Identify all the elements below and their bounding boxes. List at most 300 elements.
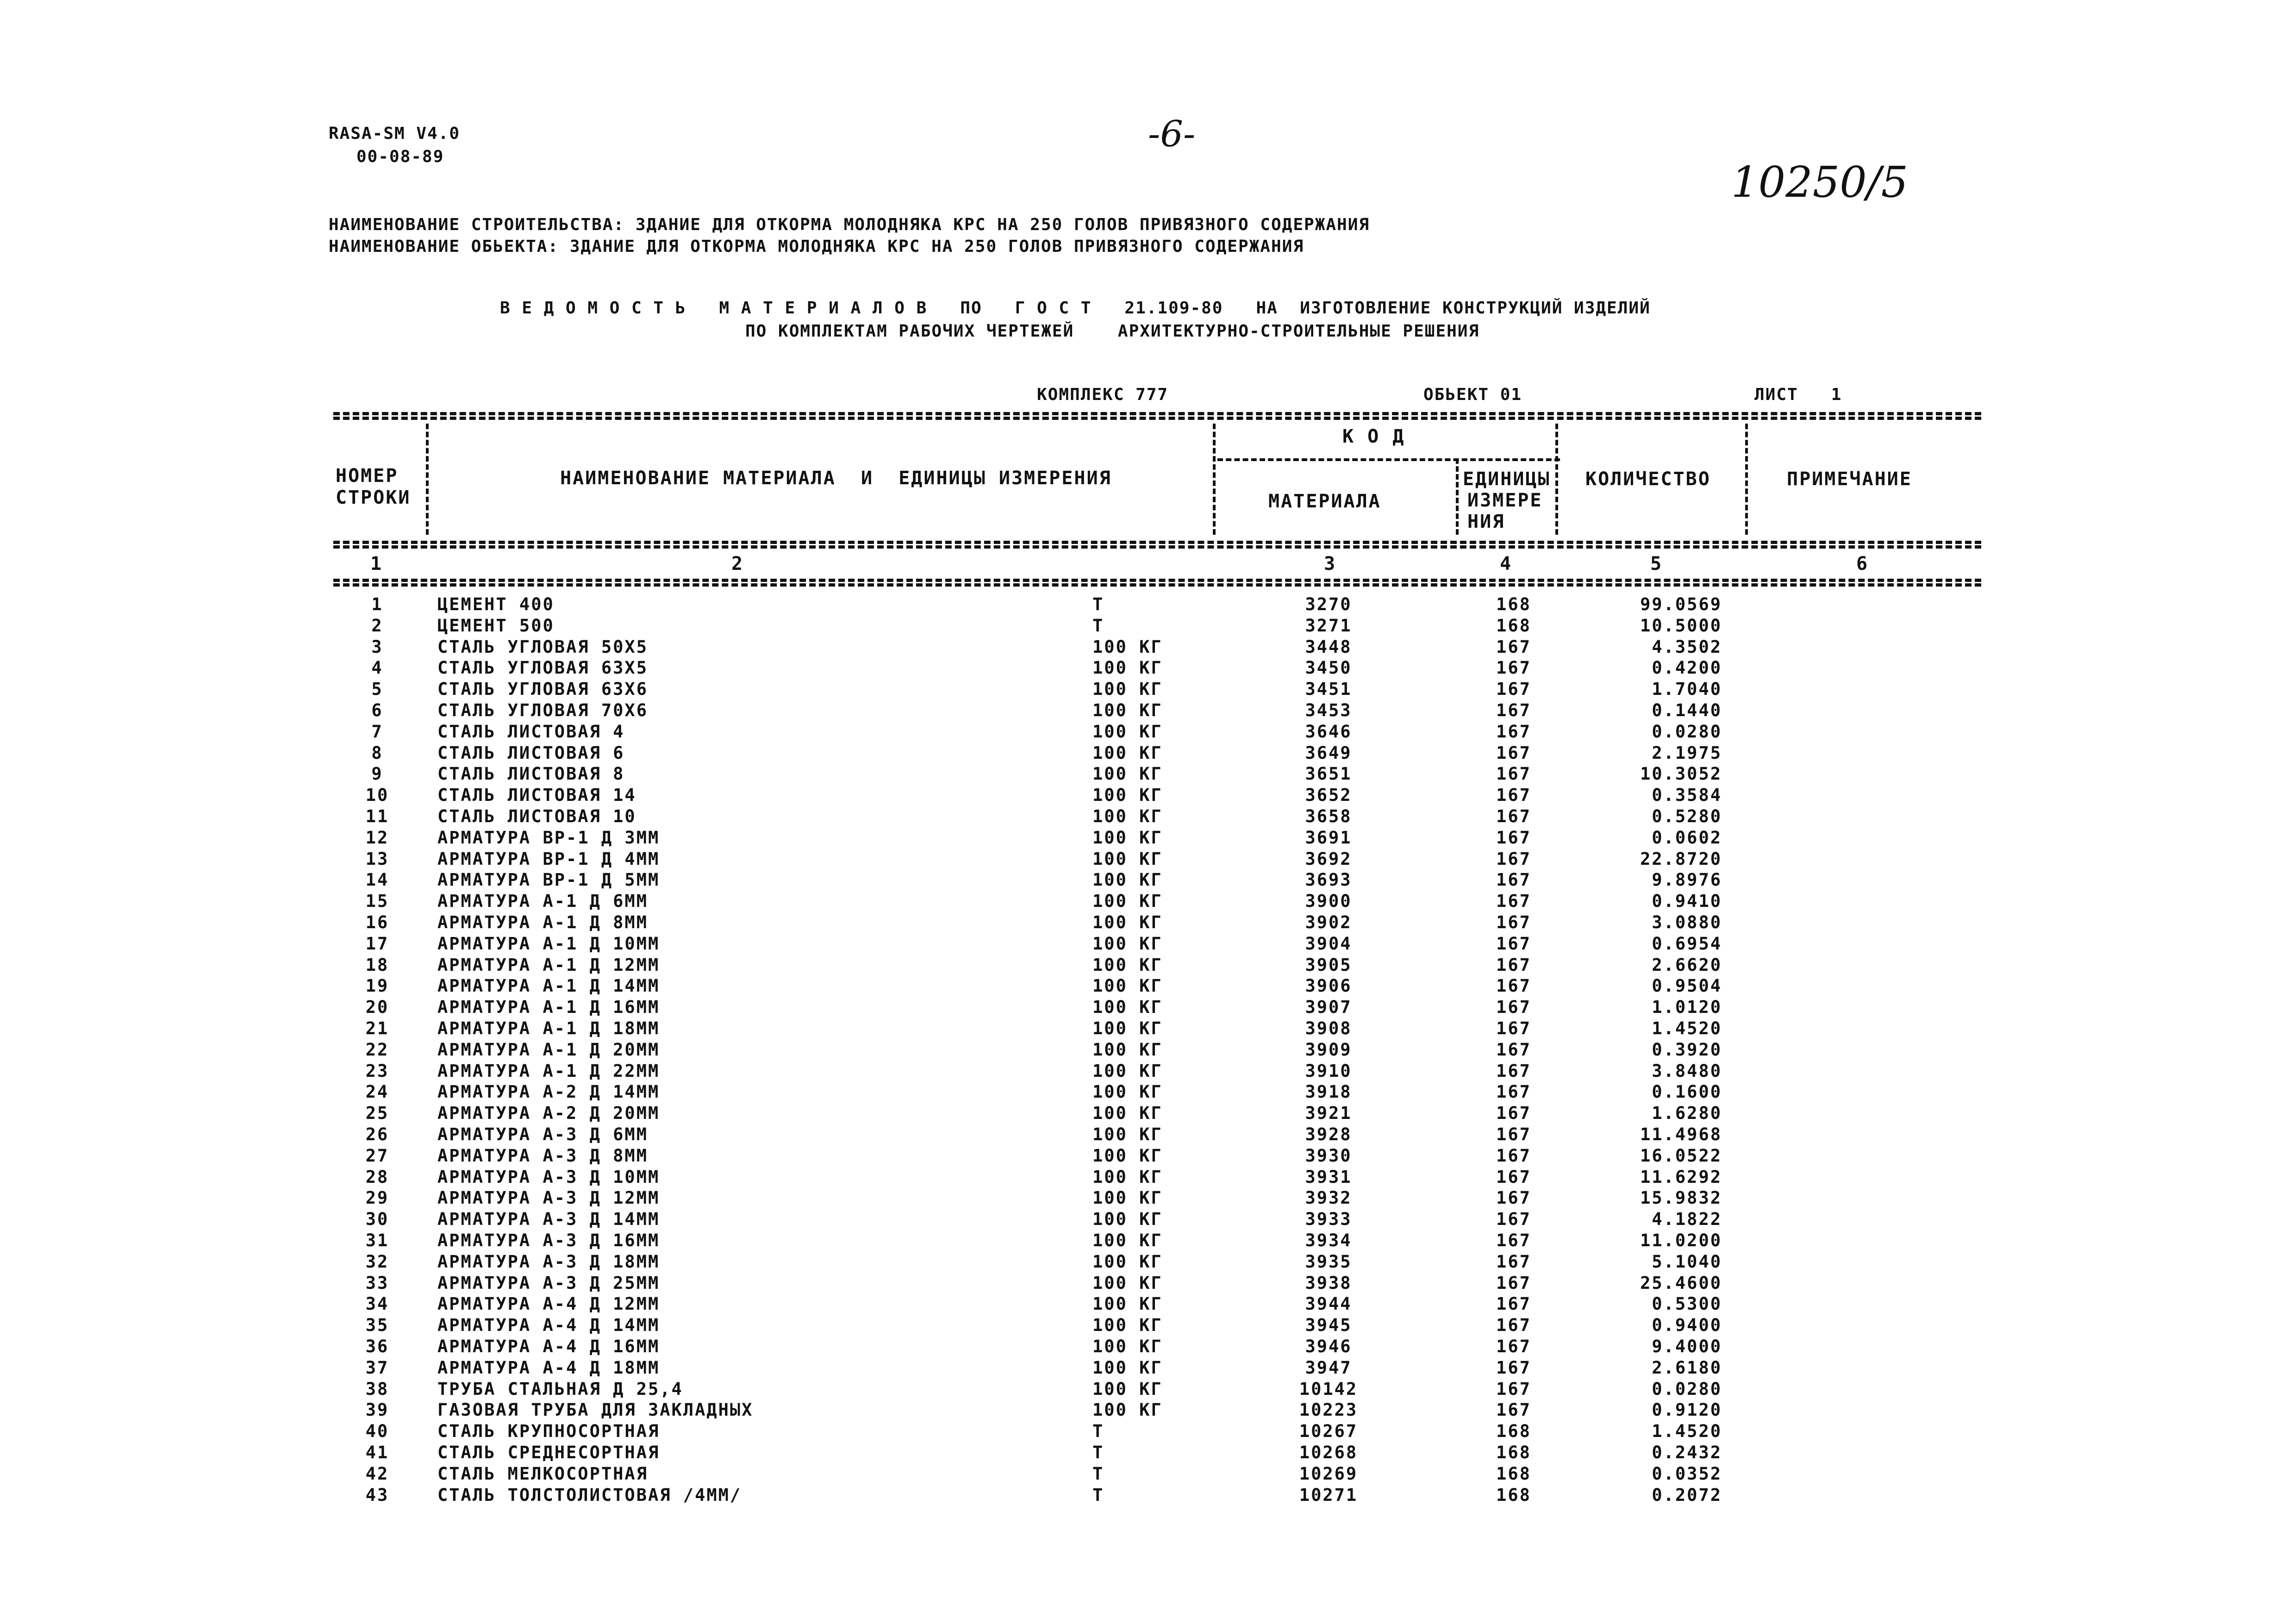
unit-code-cell: 167	[1496, 912, 1531, 932]
material-code-cell: 10271	[1299, 1485, 1358, 1505]
table-row	[0, 1463, 2296, 1485]
table-row	[0, 1081, 2296, 1103]
material-code-cell: 3453	[1305, 700, 1352, 720]
header-bottom-rule-2	[333, 545, 1981, 549]
material-code-cell: 3691	[1305, 828, 1352, 848]
material-name-cell: СТАЛЬ КРУПНОСОРТНАЯ	[437, 1421, 660, 1441]
object-line	[329, 237, 1304, 256]
quantity-cell: 2.6180	[1652, 1358, 1722, 1378]
table-row	[0, 1273, 2296, 1294]
header-note: ПРИМЕЧАНИЕ	[1787, 468, 1912, 490]
unit-code-cell: 168	[1496, 1464, 1531, 1484]
unit-cell: 100 КГ	[1092, 764, 1163, 784]
material-name-cell: СТАЛЬ ЛИСТОВАЯ 14	[437, 785, 636, 805]
material-name-cell: АРМАТУРА ВР-1 Д 3ММ	[437, 828, 660, 848]
unit-code-cell: 167	[1496, 1358, 1531, 1378]
unit-cell: Т	[1092, 1443, 1104, 1462]
material-code-cell: 3907	[1305, 997, 1352, 1017]
col-index-2: 2	[731, 553, 744, 575]
table-row	[0, 615, 2296, 637]
material-name-cell: ЦЕМЕНТ 400	[437, 594, 555, 614]
quantity-cell: 0.9504	[1652, 976, 1722, 996]
quantity-cell: 9.4000	[1652, 1337, 1722, 1356]
unit-code-cell: 168	[1496, 594, 1531, 614]
document-number: 10250/5	[1731, 157, 1909, 207]
material-code-cell: 3944	[1305, 1294, 1352, 1314]
quantity-cell: 10.5000	[1640, 616, 1722, 636]
unit-cell: 100 КГ	[1092, 1358, 1163, 1378]
row-number-cell: 25	[365, 1103, 389, 1123]
quantity-cell: 0.2432	[1652, 1443, 1722, 1462]
col-sep-5	[1745, 424, 1748, 535]
quantity-cell: 0.2072	[1652, 1485, 1722, 1505]
table-row	[0, 657, 2296, 679]
unit-code-cell: 167	[1496, 1379, 1531, 1399]
quantity-cell: 0.1440	[1652, 700, 1722, 720]
unit-code-cell: 168	[1496, 1421, 1531, 1441]
quantity-cell: 11.0200	[1640, 1230, 1722, 1250]
material-name-cell: АРМАТУРА А-1 Д 6ММ	[437, 891, 648, 911]
quantity-cell: 10.3052	[1640, 764, 1722, 784]
material-name-cell: ГАЗОВАЯ ТРУБА ДЛЯ ЗАКЛАДНЫХ	[437, 1400, 754, 1420]
material-name-cell: АРМАТУРА А-1 Д 16ММ	[437, 997, 660, 1017]
col-sep-2	[1213, 424, 1216, 535]
material-code-cell: 3902	[1305, 912, 1352, 932]
material-name-cell: СТАЛЬ УГЛОВАЯ 63Х6	[437, 679, 648, 699]
material-name-cell: СТАЛЬ УГЛОВАЯ 50Х5	[437, 637, 648, 657]
material-name-cell: АРМАТУРА А-1 Д 22ММ	[437, 1061, 660, 1081]
quantity-cell: 3.8480	[1652, 1061, 1722, 1081]
row-number-cell: 18	[365, 955, 389, 975]
row-number-cell: 1	[371, 594, 383, 614]
header-material-name: НАИМЕНОВАНИЕ МАТЕРИАЛА И ЕДИНИЦЫ ИЗМЕРЕНИЯ	[560, 468, 1112, 489]
table-top-rule-2	[333, 417, 1981, 420]
material-code-cell: 3931	[1305, 1167, 1352, 1187]
sheet-number: ЛИСТ 1	[1754, 385, 1842, 404]
material-code-cell: 3652	[1305, 785, 1352, 805]
table-row	[0, 721, 2296, 743]
material-name-cell: АРМАТУРА А-3 Д 12ММ	[437, 1188, 660, 1208]
material-code-cell: 3270	[1305, 594, 1352, 614]
unit-cell: 100 КГ	[1092, 1124, 1163, 1144]
material-code-cell: 3945	[1305, 1315, 1352, 1335]
quantity-cell: 1.4520	[1652, 1018, 1722, 1038]
unit-code-cell: 167	[1496, 1209, 1531, 1229]
complex-label: КОМПЛЕКС 777	[1037, 385, 1169, 404]
col-index-6: 6	[1856, 553, 1869, 575]
unit-cell: 100 КГ	[1092, 891, 1163, 911]
row-number-cell: 8	[371, 743, 383, 763]
material-name-cell: АРМАТУРА А-4 Д 16ММ	[437, 1337, 660, 1356]
construction-value: ЗДАНИЕ ДЛЯ ОТКОРМА МОЛОДНЯКА КРС НА 250 ГОЛОВ ПРИВЯЗНОГО СОДЕРЖАНИЯ	[635, 215, 1370, 234]
table-row	[0, 912, 2296, 933]
quantity-cell: 16.0522	[1640, 1146, 1722, 1166]
material-code-cell: 10142	[1299, 1379, 1358, 1399]
row-number-cell: 9	[371, 764, 383, 784]
table-row	[0, 594, 2296, 615]
quantity-cell: 4.1822	[1652, 1209, 1722, 1229]
index-row-rule-2	[333, 583, 1981, 587]
row-number-cell: 22	[365, 1040, 389, 1060]
material-code-cell: 3904	[1305, 934, 1352, 954]
row-number-cell: 11	[365, 806, 389, 826]
material-name-cell: СТАЛЬ СРЕДНЕСОРТНАЯ	[437, 1443, 660, 1462]
construction-line	[329, 215, 1370, 234]
material-code-cell: 3918	[1305, 1082, 1352, 1102]
unit-cell: 100 КГ	[1092, 1230, 1163, 1250]
table-top-rule	[333, 412, 1981, 415]
unit-cell: 100 КГ	[1092, 976, 1163, 996]
material-code-cell: 3906	[1305, 976, 1352, 996]
material-name-cell: АРМАТУРА А-1 Д 14ММ	[437, 976, 660, 996]
unit-code-cell: 167	[1496, 849, 1531, 869]
quantity-cell: 0.3920	[1652, 1040, 1722, 1060]
unit-code-cell: 167	[1496, 679, 1531, 699]
unit-cell: 100 КГ	[1092, 785, 1163, 805]
unit-code-cell: 167	[1496, 891, 1531, 911]
unit-cell: 100 КГ	[1092, 934, 1163, 954]
quantity-cell: 1.0120	[1652, 997, 1722, 1017]
material-code-cell: 3909	[1305, 1040, 1352, 1060]
unit-code-cell: 167	[1496, 1273, 1531, 1293]
table-row	[0, 806, 2296, 827]
unit-code-cell: 167	[1496, 700, 1531, 720]
header-row-number-1: НОМЕР	[336, 465, 399, 487]
header-unit-1: ЕДИНИЦЫ	[1463, 468, 1551, 490]
material-name-cell: АРМАТУРА ВР-1 Д 5ММ	[437, 870, 660, 890]
table-row	[0, 1442, 2296, 1463]
unit-cell: 100 КГ	[1092, 1252, 1163, 1272]
quantity-cell: 9.8976	[1652, 870, 1722, 890]
quantity-cell: 0.9120	[1652, 1400, 1722, 1420]
row-number-cell: 24	[365, 1082, 389, 1102]
table-row	[0, 1357, 2296, 1379]
unit-code-cell: 167	[1496, 1400, 1531, 1420]
unit-code-cell: 168	[1496, 616, 1531, 636]
quantity-cell: 0.0602	[1652, 828, 1722, 848]
material-name-cell: АРМАТУРА А-4 Д 18ММ	[437, 1358, 660, 1378]
row-number-cell: 7	[371, 722, 383, 742]
row-number-cell: 17	[365, 934, 389, 954]
unit-cell: 100 КГ	[1092, 1018, 1163, 1038]
quantity-cell: 2.1975	[1652, 743, 1722, 763]
unit-code-cell: 167	[1496, 1124, 1531, 1144]
material-name-cell: АРМАТУРА А-1 Д 18ММ	[437, 1018, 660, 1038]
row-number-cell: 19	[365, 976, 389, 996]
material-name-cell: СТАЛЬ ЛИСТОВАЯ 4	[437, 722, 625, 742]
material-name-cell: СТАЛЬ УГЛОВАЯ 63Х5	[437, 658, 648, 678]
quantity-cell: 1.6280	[1652, 1103, 1722, 1123]
col-sep-4	[1555, 424, 1558, 535]
row-number-cell: 32	[365, 1252, 389, 1272]
row-number-cell: 14	[365, 870, 389, 890]
material-code-cell: 3271	[1305, 616, 1352, 636]
quantity-cell: 15.9832	[1640, 1188, 1722, 1208]
quantity-cell: 99.0569	[1640, 594, 1722, 614]
table-row	[0, 1061, 2296, 1082]
table-row	[0, 1167, 2296, 1188]
material-name-cell: АРМАТУРА А-1 Д 8ММ	[437, 912, 648, 932]
table-row	[0, 1103, 2296, 1124]
material-code-cell: 3905	[1305, 955, 1352, 975]
material-code-cell: 3451	[1305, 679, 1352, 699]
table-row	[0, 743, 2296, 764]
quantity-cell: 4.3502	[1652, 637, 1722, 657]
table-row	[0, 1187, 2296, 1209]
unit-cell: 100 КГ	[1092, 1209, 1163, 1229]
unit-cell: 100 КГ	[1092, 1103, 1163, 1123]
row-number-cell: 29	[365, 1188, 389, 1208]
unit-code-cell: 167	[1496, 955, 1531, 975]
print-date: 00-08-89	[356, 147, 444, 166]
unit-code-cell: 167	[1496, 806, 1531, 826]
material-code-cell: 10268	[1299, 1443, 1358, 1462]
statement-subtitle: ПО КОМПЛЕКТАМ РАБОЧИХ ЧЕРТЕЖЕЙ АРХИТЕКТУРНО-СТРОИТЕЛЬНЫЕ РЕШЕНИЯ	[745, 322, 1480, 341]
construction-label: НАИМЕНОВАНИЕ СТРОИТЕЛЬСТВА:	[329, 215, 625, 234]
row-number-cell: 26	[365, 1124, 389, 1144]
unit-code-cell: 167	[1496, 764, 1531, 784]
row-number-cell: 31	[365, 1230, 389, 1250]
unit-code-cell: 167	[1496, 1061, 1531, 1081]
unit-code-cell: 167	[1496, 828, 1531, 848]
material-name-cell: СТАЛЬ ТОЛСТОЛИСТОВАЯ /4ММ/	[437, 1485, 742, 1505]
statement-title: В Е Д О М О С Т Ь М А Т Е Р И А Л О В ПО Г О С Т 21.109-80 НА ИЗГОТОВЛЕНИЕ КОНСТРУКЦИЙ ИЗДЕЛИЙ	[500, 299, 1651, 318]
unit-code-cell: 168	[1496, 1485, 1531, 1505]
quantity-cell: 1.4520	[1652, 1421, 1722, 1441]
row-number-cell: 6	[371, 700, 383, 720]
material-name-cell: АРМАТУРА А-4 Д 12ММ	[437, 1294, 660, 1314]
unit-cell: 100 КГ	[1092, 1315, 1163, 1335]
material-code-cell: 3693	[1305, 870, 1352, 890]
row-number-cell: 13	[365, 849, 389, 869]
row-number-cell: 27	[365, 1146, 389, 1166]
row-number-cell: 20	[365, 997, 389, 1017]
table-row	[0, 679, 2296, 700]
unit-cell: 100 КГ	[1092, 1167, 1163, 1187]
material-name-cell: АРМАТУРА А-3 Д 25ММ	[437, 1273, 660, 1293]
material-name-cell: АРМАТУРА А-1 Д 20ММ	[437, 1040, 660, 1060]
quantity-cell: 0.0280	[1652, 1379, 1722, 1399]
quantity-cell: 0.0352	[1652, 1464, 1722, 1484]
table-row	[0, 1399, 2296, 1421]
table-row	[0, 827, 2296, 849]
material-code-cell: 3946	[1305, 1337, 1352, 1356]
unit-cell: 100 КГ	[1092, 1040, 1163, 1060]
row-number-cell: 33	[365, 1273, 389, 1293]
row-number-cell: 40	[365, 1421, 389, 1441]
quantity-cell: 0.5280	[1652, 806, 1722, 826]
material-code-cell: 3908	[1305, 1018, 1352, 1038]
material-code-cell: 3930	[1305, 1146, 1352, 1166]
quantity-cell: 3.0880	[1652, 912, 1722, 932]
unit-cell: 100 КГ	[1092, 679, 1163, 699]
col-index-3: 3	[1324, 553, 1337, 575]
unit-cell: 100 КГ	[1092, 1146, 1163, 1166]
row-number-cell: 42	[365, 1464, 389, 1484]
material-name-cell: АРМАТУРА А-1 Д 12ММ	[437, 955, 660, 975]
material-name-cell: АРМАТУРА А-2 Д 20ММ	[437, 1103, 660, 1123]
table-row	[0, 1124, 2296, 1145]
unit-cell: 100 КГ	[1092, 1400, 1163, 1420]
col-index-5: 5	[1650, 553, 1663, 575]
material-code-cell: 10223	[1299, 1400, 1358, 1420]
row-number-cell: 28	[365, 1167, 389, 1187]
unit-code-cell: 167	[1496, 1294, 1531, 1314]
unit-code-cell: 167	[1496, 1188, 1531, 1208]
unit-code-cell: 167	[1496, 658, 1531, 678]
unit-cell: 100 КГ	[1092, 1082, 1163, 1102]
row-number-cell: 4	[371, 658, 383, 678]
material-name-cell: СТАЛЬ ЛИСТОВАЯ 8	[437, 764, 625, 784]
unit-cell: 100 КГ	[1092, 1294, 1163, 1314]
unit-code-cell: 167	[1496, 1230, 1531, 1250]
object-number: ОБЬЕКТ 01	[1423, 385, 1522, 404]
unit-cell: 100 КГ	[1092, 828, 1163, 848]
unit-cell: Т	[1092, 1485, 1104, 1505]
material-name-cell: АРМАТУРА А-3 Д 10ММ	[437, 1167, 660, 1187]
material-code-cell: 3450	[1305, 658, 1352, 678]
material-code-cell: 3649	[1305, 743, 1352, 763]
table-row	[0, 933, 2296, 955]
code-subheader-rule	[1217, 458, 1560, 461]
col-index-1: 1	[370, 553, 383, 575]
material-name-cell: АРМАТУРА ВР-1 Д 4ММ	[437, 849, 660, 869]
material-code-cell: 3921	[1305, 1103, 1352, 1123]
unit-code-cell: 167	[1496, 1252, 1531, 1272]
material-code-cell: 3900	[1305, 891, 1352, 911]
index-row-rule	[333, 579, 1981, 582]
unit-cell: 100 КГ	[1092, 743, 1163, 763]
page-number: -6-	[1148, 113, 1196, 155]
unit-cell: 100 КГ	[1092, 870, 1163, 890]
unit-cell: Т	[1092, 1464, 1104, 1484]
row-number-cell: 15	[365, 891, 389, 911]
row-number-cell: 30	[365, 1209, 389, 1229]
table-row	[0, 1230, 2296, 1251]
row-number-cell: 34	[365, 1294, 389, 1314]
col-index-4: 4	[1500, 553, 1513, 575]
material-code-cell: 3935	[1305, 1252, 1352, 1272]
material-name-cell: АРМАТУРА А-3 Д 6ММ	[437, 1124, 648, 1144]
quantity-cell: 0.4200	[1652, 658, 1722, 678]
unit-code-cell: 167	[1496, 870, 1531, 890]
quantity-cell: 11.6292	[1640, 1167, 1722, 1187]
material-name-cell: АРМАТУРА А-3 Д 16ММ	[437, 1230, 660, 1250]
table-row	[0, 1251, 2296, 1273]
unit-cell: 100 КГ	[1092, 912, 1163, 932]
col-sep-1	[426, 424, 429, 535]
material-code-cell: 3934	[1305, 1230, 1352, 1250]
material-code-cell: 3910	[1305, 1061, 1352, 1081]
table-row	[0, 1379, 2296, 1400]
col-sep-3	[1456, 458, 1459, 535]
unit-cell: 100 КГ	[1092, 1061, 1163, 1081]
quantity-cell: 0.1600	[1652, 1082, 1722, 1102]
material-code-cell: 3932	[1305, 1188, 1352, 1208]
quantity-cell: 0.5300	[1652, 1294, 1722, 1314]
header-row-number-2: СТРОКИ	[336, 487, 411, 508]
table-row	[0, 1421, 2296, 1442]
unit-cell: 100 КГ	[1092, 955, 1163, 975]
object-value: ЗДАНИЕ ДЛЯ ОТКОРМА МОЛОДНЯКА КРС НА 250 ГОЛОВ ПРИВЯЗНОГО СОДЕРЖАНИЯ	[569, 237, 1304, 256]
material-name-cell: АРМАТУРА А-3 Д 14ММ	[437, 1209, 660, 1229]
material-name-cell: ЦЕМЕНТ 500	[437, 616, 555, 636]
material-name-cell: СТАЛЬ МЕЛКОСОРТНАЯ	[437, 1464, 648, 1484]
material-name-cell: СТАЛЬ ЛИСТОВАЯ 10	[437, 806, 636, 826]
material-code-cell: 10269	[1299, 1464, 1358, 1484]
material-code-cell: 10267	[1299, 1421, 1358, 1441]
material-code-cell: 3692	[1305, 849, 1352, 869]
table-row	[0, 763, 2296, 785]
unit-code-cell: 167	[1496, 743, 1531, 763]
material-name-cell: АРМАТУРА А-2 Д 14ММ	[437, 1082, 660, 1102]
unit-code-cell: 167	[1496, 1082, 1531, 1102]
row-number-cell: 41	[365, 1443, 389, 1462]
row-number-cell: 2	[371, 616, 383, 636]
material-code-cell: 3938	[1305, 1273, 1352, 1293]
unit-code-cell: 167	[1496, 1337, 1531, 1356]
quantity-cell: 0.0280	[1652, 722, 1722, 742]
table-row	[0, 1336, 2296, 1357]
material-code-cell: 3928	[1305, 1124, 1352, 1144]
header-unit-2: ИЗМЕРЕ	[1467, 490, 1543, 511]
row-number-cell: 43	[365, 1485, 389, 1505]
material-code-cell: 3947	[1305, 1358, 1352, 1378]
row-number-cell: 3	[371, 637, 383, 657]
row-number-cell: 39	[365, 1400, 389, 1420]
table-row	[0, 1209, 2296, 1230]
material-code-cell: 3651	[1305, 764, 1352, 784]
quantity-cell: 25.4600	[1640, 1273, 1722, 1293]
quantity-cell: 22.8720	[1640, 849, 1722, 869]
quantity-cell: 0.9410	[1652, 891, 1722, 911]
unit-cell: 100 КГ	[1092, 1379, 1163, 1399]
row-number-cell: 23	[365, 1061, 389, 1081]
table-row	[0, 637, 2296, 658]
material-name-cell: СТАЛЬ ЛИСТОВАЯ 6	[437, 743, 625, 763]
unit-cell: 100 КГ	[1092, 1273, 1163, 1293]
unit-cell: 100 КГ	[1092, 722, 1163, 742]
object-label: НАИМЕНОВАНИЕ ОБЬЕКТА:	[329, 237, 559, 256]
header-code: К О Д	[1342, 426, 1405, 447]
unit-code-cell: 167	[1496, 637, 1531, 657]
row-number-cell: 35	[365, 1315, 389, 1335]
unit-cell: 100 КГ	[1092, 1188, 1163, 1208]
table-row	[0, 1039, 2296, 1061]
unit-code-cell: 167	[1496, 997, 1531, 1017]
table-row	[0, 975, 2296, 997]
unit-code-cell: 167	[1496, 934, 1531, 954]
unit-code-cell: 167	[1496, 976, 1531, 996]
row-number-cell: 36	[365, 1337, 389, 1356]
table-row	[0, 785, 2296, 806]
unit-code-cell: 167	[1496, 1040, 1531, 1060]
material-name-cell: АРМАТУРА А-3 Д 8ММ	[437, 1146, 648, 1166]
quantity-cell: 2.6620	[1652, 955, 1722, 975]
material-name-cell: СТАЛЬ УГЛОВАЯ 70Х6	[437, 700, 648, 720]
quantity-cell: 5.1040	[1652, 1252, 1722, 1272]
unit-cell: 100 КГ	[1092, 849, 1163, 869]
material-code-cell: 3646	[1305, 722, 1352, 742]
unit-code-cell: 167	[1496, 1018, 1531, 1038]
unit-code-cell: 167	[1496, 785, 1531, 805]
table-row	[0, 997, 2296, 1018]
quantity-cell: 11.4968	[1640, 1124, 1722, 1144]
unit-cell: Т	[1092, 594, 1104, 614]
unit-cell: 100 КГ	[1092, 806, 1163, 826]
header-quantity: КОЛИЧЕСТВО	[1585, 468, 1711, 490]
table-row	[0, 1315, 2296, 1336]
